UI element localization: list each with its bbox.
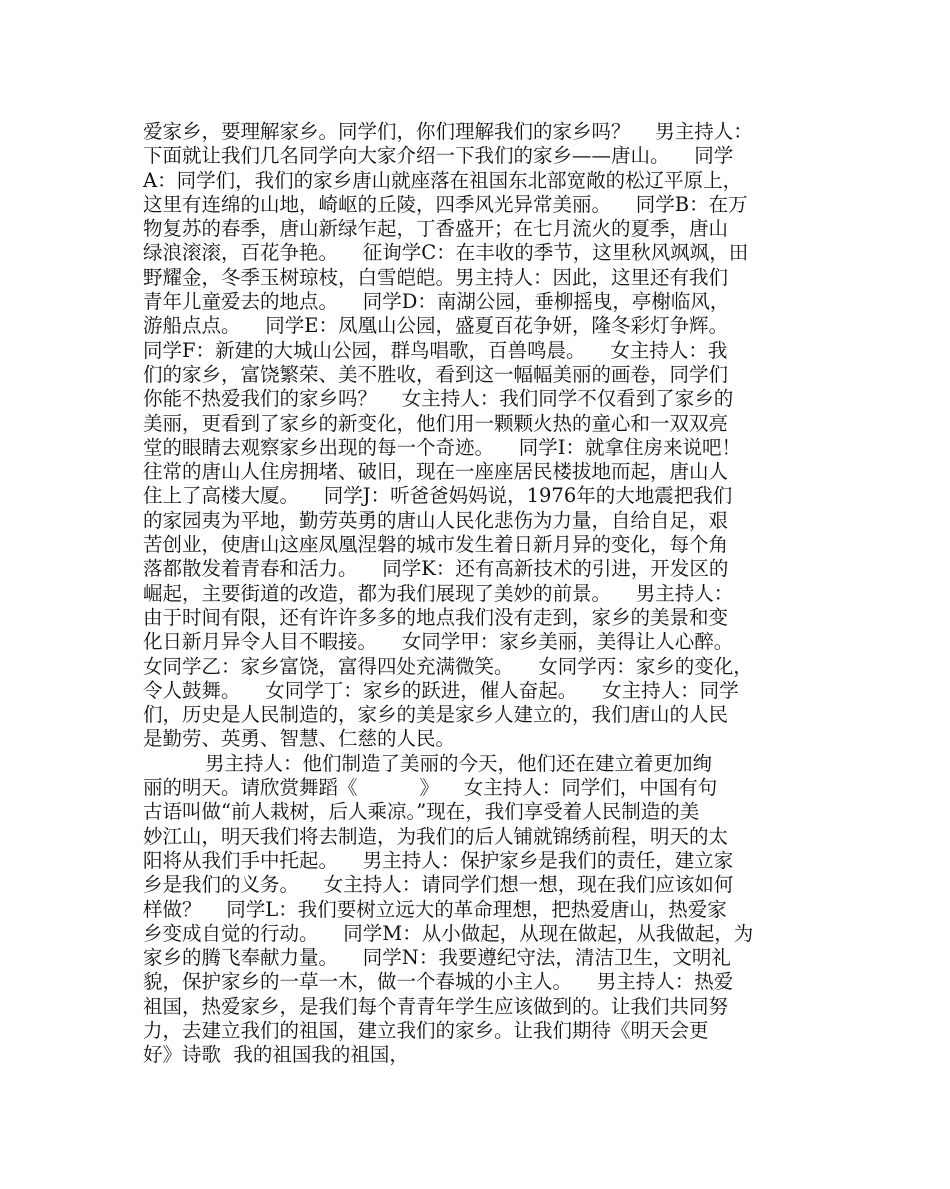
text-line: 野耀金，冬季玉树琼枝，白雪皑皑。男主持人：因此，这里还有我们 (143, 265, 729, 289)
text-line: 爱家乡，要理解家乡。同学们，你们理解我们的家乡吗？ 男主持人： (143, 120, 753, 143)
text-line: 化日新月异令人目不暇接。 女同学甲：家乡美丽，美得让人心醉。 (143, 630, 734, 654)
text-line: 乡变成自觉的行动。 同学M：从小做起，从现在做起，从我做起，为 (143, 921, 754, 945)
text-line: 这里有连绵的山地，崎岖的丘陵，四季风光异常美丽。 同学B：在万 (143, 192, 748, 216)
text-line: 崛起，主要街道的改造，都为我们展现了美妙的前景。 男主持人： (143, 581, 734, 605)
text-line: 古语叫做“前人栽树，后人乘凉。”现在，我们享受着人民制造的美 (143, 800, 700, 824)
text-line: 样做？ 同学L：我们要树立远大的革命理想，把热爱唐山，热爱家 (143, 897, 727, 921)
text-line: 堂的眼睛去观察家乡出现的每一个奇迹。 同学I：就拿住房来说吧！ (143, 435, 741, 459)
text-line: 们，历史是人民制造的，家乡的美是家乡人建立的，我们唐山的人民 (143, 703, 729, 727)
text-line: 女同学乙：家乡富饶，富得四处充满微笑。 女同学丙：家乡的变化， (143, 654, 753, 678)
text-line: 绿浪滚滚，百花争艳。 征询学C：在丰收的季节，这里秋风飒飒，田 (143, 241, 749, 265)
body-text (143, 120, 823, 1068)
text-line: 是勤劳、英勇、智慧、仁慈的人民。 (143, 727, 456, 751)
text-line: 住上了高楼大厦。 同学J：听爸爸妈妈说，1976年的大地震把我们 (143, 484, 733, 508)
text-line: 貌，保护家乡的一草一木，做一个春城的小主人。 男主持人：热爱 (143, 970, 734, 994)
text-line: 由于时间有限，还有许许多多的地点我们没有走到，家乡的美景和变 (143, 605, 729, 629)
text-line: 丽的明天。请欣赏舞蹈《 》 女主持人：同学们，中国有句 (143, 776, 718, 800)
text-line: 游船点点。 同学E：凤凰山公园，盛夏百花争妍，隆冬彩灯争辉。 (143, 314, 729, 338)
text-line: 力，去建立我们的祖国，建立我们的家乡。让我们期待《明天会更 (143, 1018, 709, 1042)
text-line: 们的家乡，富饶繁荣、美不胜收，看到这一幅幅美丽的画卷，同学们 (143, 362, 729, 386)
text-line: 苦创业，使唐山这座凤凰涅磐的城市发生着日新月异的变化，每个角 (143, 533, 729, 557)
text-line: 物复苏的春季，唐山新绿乍起，丁香盛开；在七月流火的夏季，唐山 (143, 217, 729, 241)
text-line: 青年儿童爱去的地点。 同学D：南湖公园，垂柳摇曳，亭榭临风， (143, 290, 730, 314)
text-line: 美丽，更看到了家乡的新变化，他们用一颗颗火热的童心和一双双亮 (143, 411, 729, 435)
text-line: 往常的唐山人住房拥堵、破旧，现在一座座居民楼拔地而起，唐山人 (143, 460, 729, 484)
text-line: 乡是我们的义务。 女主持人：请同学们想一想，现在我们应该如何 (143, 873, 734, 897)
text-line: 同学F：新建的大城山公园，群鸟唱歌，百兽鸣晨。 女主持人：我 (143, 338, 728, 362)
text-line: 阳将从我们手中托起。 男主持人：保护家乡是我们的责任，建立家 (143, 848, 734, 872)
text-line: 男主持人：他们制造了美丽的今天，他们还在建立着更加绚 (143, 751, 712, 775)
text-line: 的家园夷为平地，勤劳英勇的唐山人民化悲伤为力量，自给自足，艰 (143, 508, 729, 532)
text-line: 家乡的腾飞奉献力量。 同学N：我要遵纪守法，清洁卫生，文明礼 (143, 946, 731, 970)
text-line: 令人鼓舞。 女同学丁：家乡的跃进，催人奋起。 女主持人：同学 (143, 678, 739, 702)
text-line: 好》诗歌 我的祖国我的祖国， (143, 1043, 409, 1067)
text-line: 落都散发着青春和活力。 同学K：还有高新技术的引进，开发区的 (143, 557, 729, 581)
text-line: 你能不热爱我们的家乡吗？ 女主持人：我们同学不仅看到了家乡的 (143, 387, 734, 411)
text-line: 下面就让我们几名同学向大家介绍一下我们的家乡——唐山。 同学 (143, 144, 734, 168)
text-line: 妙江山，明天我们将去制造，为我们的后人铺就锦绣前程，明天的太 (143, 824, 729, 848)
text-line: 祖国，热爱家乡，是我们每个青青年学生应该做到的。让我们共同努 (143, 994, 729, 1018)
text-line: A：同学们，我们的家乡唐山就座落在祖国东北部宽敞的松辽平原上， (143, 168, 743, 192)
